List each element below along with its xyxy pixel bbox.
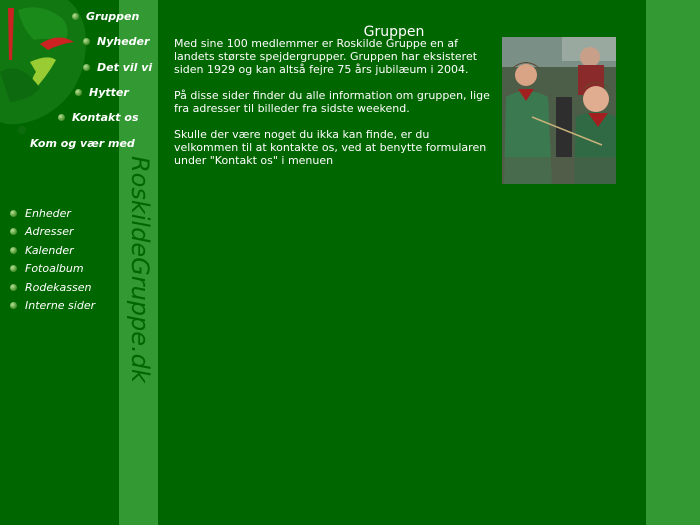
bullet-icon bbox=[83, 38, 90, 45]
bullet-icon bbox=[10, 228, 17, 235]
sidenav-link[interactable]: Rodekassen bbox=[25, 280, 92, 294]
topnav-link[interactable]: Det vil vi bbox=[97, 61, 153, 74]
bullet-icon bbox=[10, 284, 17, 291]
sidenav-item-enheder[interactable] bbox=[10, 204, 95, 223]
sidenav-link[interactable]: Interne sider bbox=[25, 299, 96, 313]
side-navigation bbox=[10, 204, 95, 315]
sidenav-item-fotoalbum[interactable] bbox=[10, 260, 95, 279]
sidenav-item-kalender[interactable] bbox=[10, 241, 95, 260]
sidenav-item-interne-sider[interactable] bbox=[10, 297, 95, 316]
paragraph: På disse sider finder du alle information om gruppen, lige fra adresser til billeder fra sidste weekend. bbox=[174, 89, 490, 115]
paragraph: Skulle der være noget du ikka kan finde, er du velkommen til at kontakte os, ved at benytte formularen under "Kontakt os" i menuen bbox=[174, 128, 487, 167]
bullet-icon bbox=[58, 114, 65, 121]
sidenav-item-rodekassen[interactable] bbox=[10, 278, 95, 297]
scouts-photo bbox=[502, 37, 616, 184]
bullet-icon bbox=[10, 302, 17, 309]
page-title: Gruppen bbox=[363, 24, 425, 41]
bullet-icon bbox=[10, 247, 17, 254]
paragraph: Med sine 100 medlemmer er Roskilde Gruppe en af landets største spejdergrupper. Gruppen har eksisteret siden 1929 og kan altså fejre 75 års jubilæum i 2004. bbox=[174, 37, 478, 76]
sidenav-link[interactable]: Fotoalbum bbox=[25, 262, 84, 276]
sidenav-link[interactable]: Enheder bbox=[25, 206, 71, 220]
bullet-icon bbox=[75, 89, 82, 96]
topnav-link[interactable]: Hytter bbox=[89, 86, 129, 99]
site-name-text: RoskildeGruppe.dk bbox=[126, 156, 154, 383]
right-accent-strip bbox=[646, 0, 700, 525]
sidenav-item-adresser[interactable] bbox=[10, 223, 95, 242]
sidenav-link[interactable]: Adresser bbox=[25, 225, 74, 239]
topnav-link[interactable]: Kom og vær med bbox=[30, 137, 135, 150]
bullet-icon bbox=[10, 210, 17, 217]
article-text bbox=[174, 37, 494, 180]
vertical-site-name bbox=[119, 0, 158, 525]
topnav-link[interactable]: Gruppen bbox=[86, 10, 140, 23]
bullet-icon bbox=[72, 13, 79, 20]
topnav-link[interactable]: Kontakt os bbox=[72, 111, 139, 124]
topnav-link[interactable]: Nyheder bbox=[97, 35, 150, 48]
sidenav-link[interactable]: Kalender bbox=[25, 243, 74, 257]
bullet-icon bbox=[83, 64, 90, 71]
bullet-icon bbox=[10, 265, 17, 272]
